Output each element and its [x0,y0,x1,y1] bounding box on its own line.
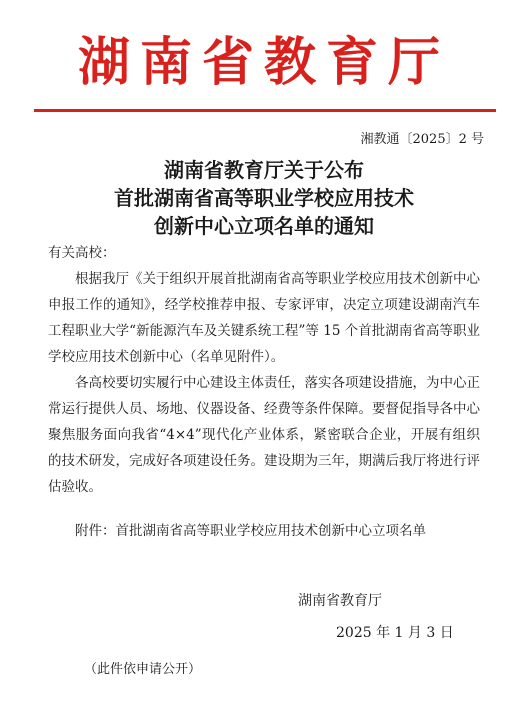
document-number: 湘教通〔2025〕2 号 [360,132,484,147]
paragraph-1: 根据我厅《关于组织开展首批湖南省高等职业学校应用技术创新中心申报工作的通知》，经学校推荐申报、专家评审，决定立项建设湖南汽车工程职业大学“新能源汽车及关键系统工程”等 15 个首批湖南省高等职业学校应用技术创新中心（名单见附件）。 [48,271,480,365]
issuing-org-header: 湖南省教育厅 [77,32,450,93]
disclosure-note: （此件依申请公开） [84,662,202,677]
header-red-rule [34,109,496,112]
paragraph-2: 各高校要切实履行中心建设主体责任，落实各项建设措施，为中心正常运行提供人员、场地、仪器设备、经费等条件保障。要督促指导各中心聚焦服务面向我省“4×4”现代化产业体系，紧密联合企业，开展有组织的技术研发，完成好各项建设任务。建设期为三年，期满后我厅将进行评估验收。 [48,375,480,495]
salutation: 有关高校： [48,245,116,261]
title-line-3: 创新中心立项名单的通知 [154,214,374,238]
signature-org: 湖南省教育厅 [298,593,382,609]
title-line-2: 首批湖南省高等职业学校应用技术 [114,186,414,210]
attachment-line: 附件：首批湖南省高等职业学校应用技术创新中心立项名单 [75,523,426,539]
document-body [48,240,480,544]
title-line-1: 湖南省教育厅关于公布 [164,158,364,182]
document-title [0,156,528,240]
signature-date: 2025 年 1 月 3 日 [336,625,454,641]
